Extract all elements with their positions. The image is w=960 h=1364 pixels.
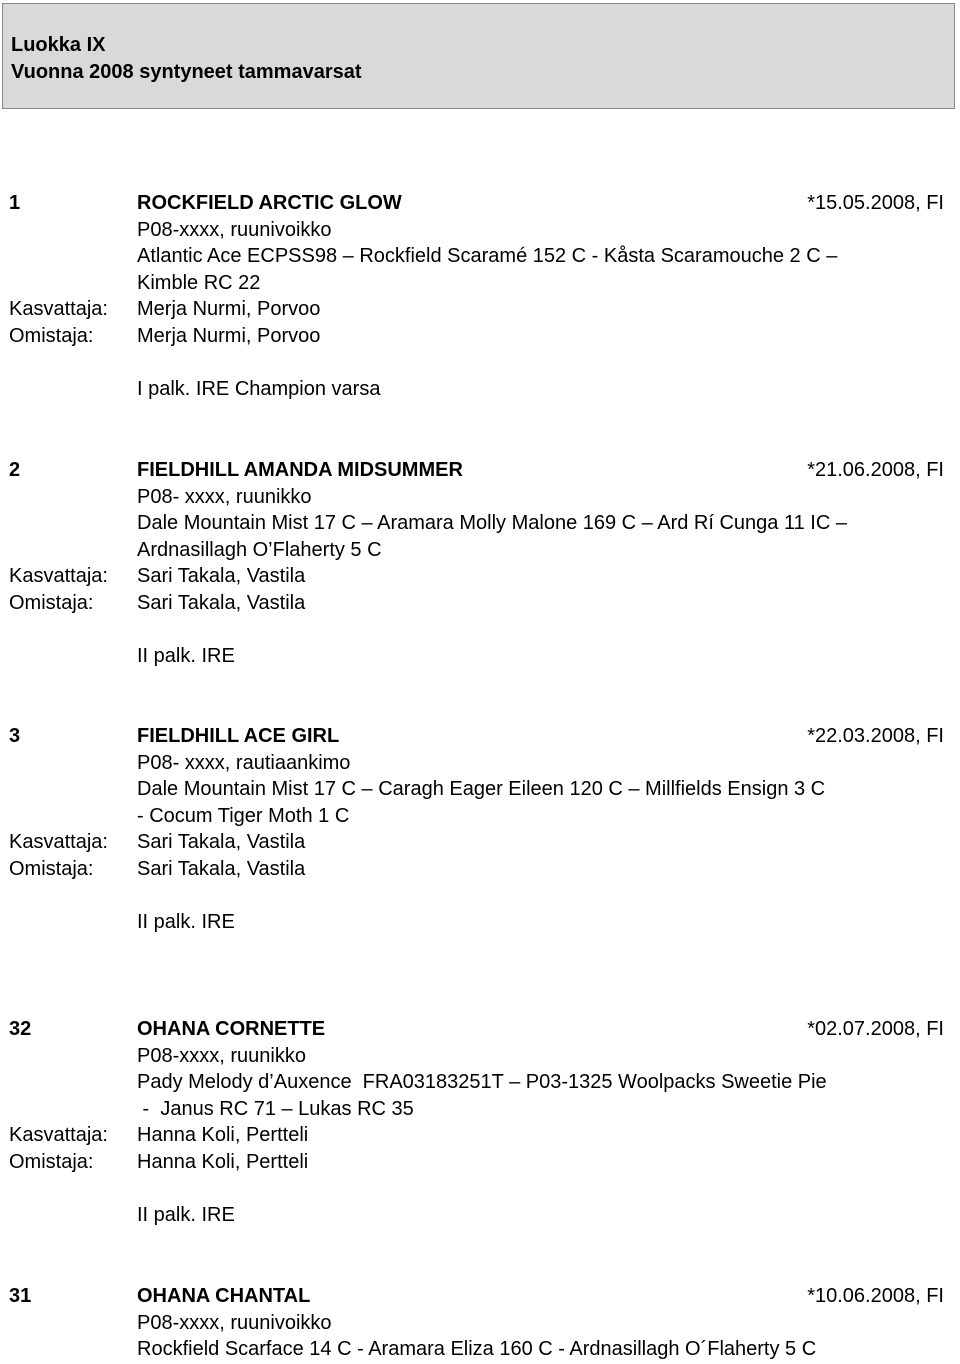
birth-info: *21.06.2008, FI bbox=[807, 459, 944, 481]
breeder-row bbox=[9, 1122, 944, 1149]
entry-title-row bbox=[9, 190, 944, 217]
pedigree-line-1: Dale Mountain Mist 17 C – Caragh Eager Eileen 120 C – Millfields Ensign 3 C bbox=[137, 778, 826, 801]
owner-row bbox=[9, 590, 944, 617]
entry-title-row bbox=[9, 457, 944, 484]
horse-name: OHANA CORNETTE bbox=[137, 1018, 326, 1040]
breeder-row bbox=[9, 563, 944, 590]
birth-info: *22.03.2008, FI bbox=[807, 725, 944, 747]
registration-row bbox=[9, 217, 944, 244]
entry-32 bbox=[9, 1016, 944, 1229]
breeder-value: Sari Takala, Vastila bbox=[137, 565, 306, 588]
breeder-label: Kasvattaja: bbox=[9, 298, 108, 321]
breeder-label: Kasvattaja: bbox=[9, 565, 108, 588]
entry-2 bbox=[9, 457, 944, 670]
pedigree-row bbox=[9, 243, 944, 270]
entry-number: 1 bbox=[9, 192, 21, 214]
entry-number: 31 bbox=[9, 1285, 32, 1307]
owner-label: Omistaja: bbox=[9, 857, 94, 880]
breeder-label: Kasvattaja: bbox=[9, 831, 108, 854]
owner-row bbox=[9, 323, 944, 350]
result-text: II palk. IRE bbox=[137, 1204, 235, 1227]
result-text: II palk. IRE bbox=[137, 645, 235, 668]
pedigree-row bbox=[9, 537, 944, 564]
breeder-row bbox=[9, 296, 944, 323]
registration-info: P08-xxxx, ruunivoikko bbox=[137, 218, 332, 241]
pedigree-line-1: Pady Melody d’Auxence FRA03183251T – P03-1325 Woolpacks Sweetie Pie bbox=[137, 1071, 827, 1094]
pedigree-line-2: Ardnasillagh O’Flaherty 5 C bbox=[137, 538, 382, 561]
horse-name: FIELDHILL ACE GIRL bbox=[137, 725, 340, 747]
class-header bbox=[2, 3, 955, 109]
entry-title-row bbox=[9, 1283, 944, 1310]
owner-label: Omistaja: bbox=[9, 591, 94, 614]
owner-row bbox=[9, 1149, 944, 1176]
pedigree-line-2: Kimble RC 22 bbox=[137, 271, 261, 294]
birth-info: *02.07.2008, FI bbox=[807, 1018, 944, 1040]
pedigree-row bbox=[9, 1336, 944, 1363]
entry-1 bbox=[9, 190, 944, 403]
breeder-value: Merja Nurmi, Porvoo bbox=[137, 298, 321, 321]
result-text: II palk. IRE bbox=[137, 911, 235, 934]
entry-number: 2 bbox=[9, 459, 21, 481]
pedigree-row bbox=[9, 776, 944, 803]
class-subtitle: Vuonna 2008 syntyneet tammavarsat bbox=[11, 61, 362, 83]
breeder-label: Kasvattaja: bbox=[9, 1124, 108, 1147]
horse-name: ROCKFIELD ARCTIC GLOW bbox=[137, 192, 402, 214]
registration-row bbox=[9, 1043, 944, 1070]
result-row bbox=[9, 909, 944, 936]
pedigree-row bbox=[9, 803, 944, 830]
pedigree-line-1: Dale Mountain Mist 17 C – Aramara Molly Malone 169 C – Ard Rí Cunga 11 IC – bbox=[137, 512, 847, 535]
entry-number: 32 bbox=[9, 1018, 32, 1040]
registration-info: P08- xxxx, rautiaankimo bbox=[137, 751, 351, 774]
owner-label: Omistaja: bbox=[9, 1150, 94, 1173]
pedigree-row bbox=[9, 270, 944, 297]
birth-info: *15.05.2008, FI bbox=[807, 192, 944, 214]
breeder-value: Sari Takala, Vastila bbox=[137, 831, 306, 854]
owner-value: Sari Takala, Vastila bbox=[137, 857, 306, 880]
class-title: Luokka IX bbox=[11, 34, 106, 56]
registration-info: P08-xxxx, ruunikko bbox=[137, 1044, 306, 1067]
breeder-row bbox=[9, 829, 944, 856]
pedigree-line-2: - Janus RC 71 – Lukas RC 35 bbox=[137, 1097, 414, 1120]
horse-name: OHANA CHANTAL bbox=[137, 1285, 311, 1307]
pedigree-line-1: Atlantic Ace ECPSS98 – Rockfield Scaramé 152 C - Kåsta Scaramouche 2 C – bbox=[137, 245, 838, 268]
entry-title-row bbox=[9, 1016, 944, 1043]
result-row bbox=[9, 643, 944, 670]
result-row bbox=[9, 376, 944, 403]
entry-title-row bbox=[9, 723, 944, 750]
registration-row bbox=[9, 1310, 944, 1337]
owner-row bbox=[9, 856, 944, 883]
entry-3 bbox=[9, 723, 944, 936]
owner-value: Merja Nurmi, Porvoo bbox=[137, 324, 321, 347]
birth-info: *10.06.2008, FI bbox=[807, 1285, 944, 1307]
pedigree-row bbox=[9, 1096, 944, 1123]
entry-number: 3 bbox=[9, 725, 21, 747]
result-row bbox=[9, 1202, 944, 1229]
pedigree-row bbox=[9, 1069, 944, 1096]
registration-info: P08-xxxx, ruunivoikko bbox=[137, 1311, 332, 1334]
owner-label: Omistaja: bbox=[9, 324, 94, 347]
pedigree-row bbox=[9, 510, 944, 537]
pedigree-line-2: - Cocum Tiger Moth 1 C bbox=[137, 804, 350, 827]
breeder-value: Hanna Koli, Pertteli bbox=[137, 1124, 309, 1147]
horse-name: FIELDHILL AMANDA MIDSUMMER bbox=[137, 459, 463, 481]
owner-value: Sari Takala, Vastila bbox=[137, 591, 306, 614]
owner-value: Hanna Koli, Pertteli bbox=[137, 1150, 309, 1173]
registration-info: P08- xxxx, ruunikko bbox=[137, 485, 312, 508]
pedigree-line-1: Rockfield Scarface 14 C - Aramara Eliza 160 C - Ardnasillagh O´Flaherty 5 C bbox=[137, 1338, 817, 1361]
entry-31 bbox=[9, 1283, 944, 1363]
registration-row bbox=[9, 750, 944, 777]
registration-row bbox=[9, 484, 944, 511]
result-text: I palk. IRE Champion varsa bbox=[137, 378, 381, 401]
